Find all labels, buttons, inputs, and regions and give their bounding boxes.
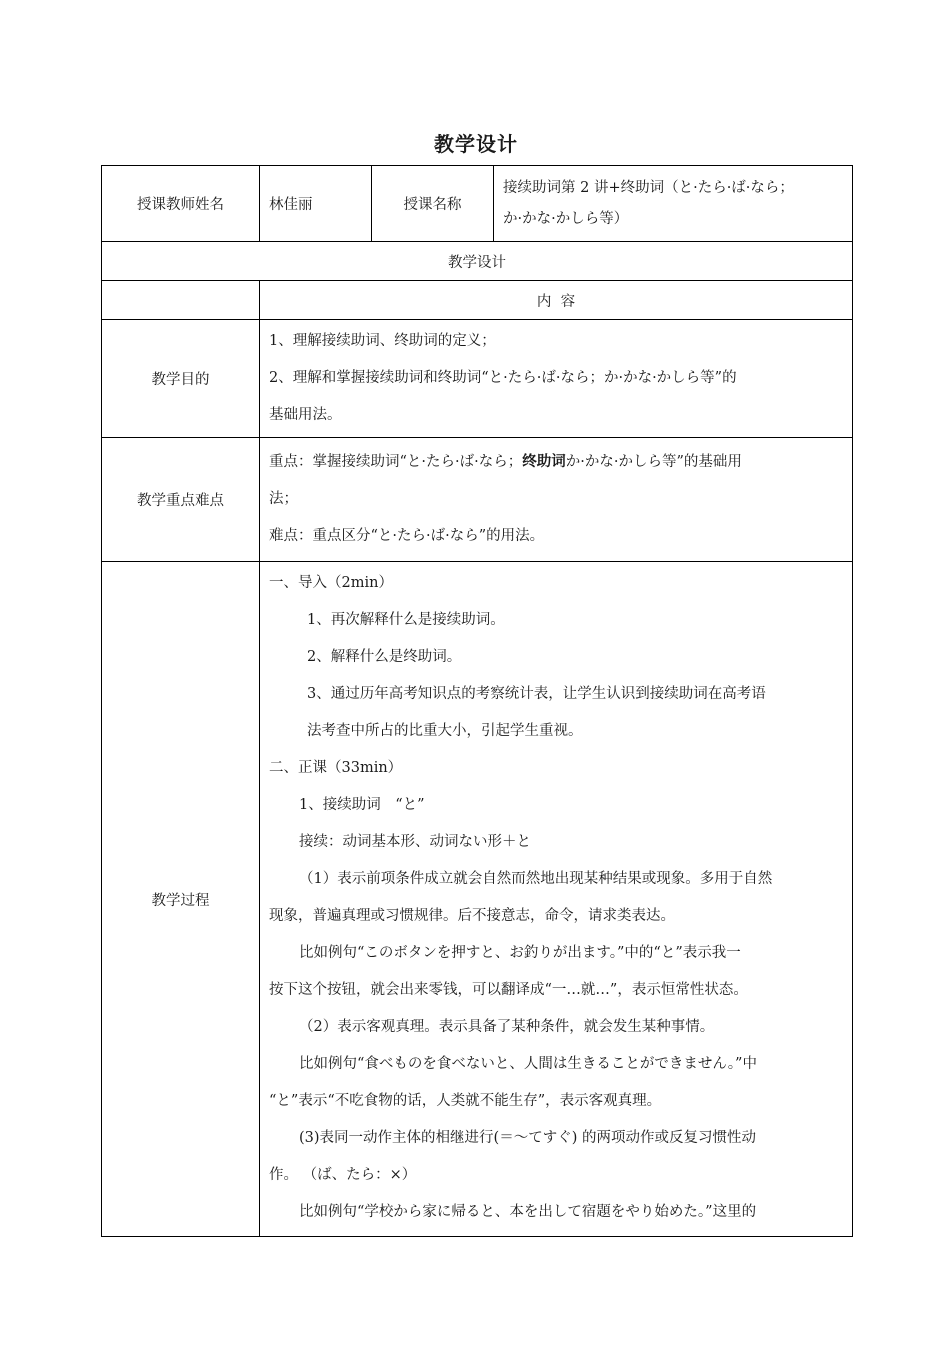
paragraph-3: （2）表示客观真理。表示具备了某种条件，就会发生某种事情。 [299, 1019, 715, 1035]
paragraph-4a: 比如例句“食べものを食べないと、人間は生きることができません。”中 [299, 1056, 757, 1072]
main-heading: 二、正课（33min） [269, 760, 403, 776]
key-point-line-1-a: 重点：掌握接续助词“と·たら·ば·なら； [269, 454, 523, 470]
key-point-line-1 [269, 444, 843, 481]
key-points-row [102, 438, 853, 562]
key-point-line-2: 法； [269, 491, 298, 507]
main-item-1: 1、接续助词 “と” [299, 797, 425, 813]
intro-heading: 一、导入（2min） [269, 575, 393, 591]
section-title: 教学设计 [102, 242, 853, 281]
paragraph-2b: 按下这个按钮，就会出来零钱，可以翻译成“一…就…”，表示恒常性状态。 [269, 982, 748, 998]
paragraph-5b: 作。 （ば、たら：×） [269, 1167, 417, 1183]
objective-line-1: 1、理解接续助词、终助词的定义； [269, 333, 496, 349]
paragraph-6: 比如例句“学校から家に帰ると、本を出して宿題をやり始めた。”这里的 [299, 1204, 757, 1220]
objectives-label: 教学目的 [102, 320, 260, 438]
process-content [260, 562, 853, 1237]
course-name [494, 166, 853, 242]
intro-item-3b: 法考查中所占的比重大小，引起学生重视。 [307, 723, 583, 739]
process-label: 教学过程 [102, 562, 260, 1237]
intro-item-2: 2、解释什么是终助词。 [307, 649, 462, 665]
objectives-row [102, 320, 853, 438]
empty-label-cell [102, 281, 260, 320]
paragraph-1b: 现象，普遍真理或习惯规律。后不接意志，命令，请求类表达。 [269, 908, 675, 924]
intro-item-1: 1、再次解释什么是接续助词。 [307, 612, 505, 628]
course-label: 授课名称 [372, 166, 494, 242]
section-title-row [102, 242, 853, 281]
course-name-line-2: か·かな·かしら等） [503, 210, 629, 227]
key-point-line-3: 难点：重点区分“と·たら·ば·なら”的用法。 [269, 528, 545, 544]
objective-line-3: 基础用法。 [269, 407, 342, 423]
course-name-line-1: 接续助词第 2 讲+终助词（と·たら·ば·なら； [503, 179, 794, 196]
process-row [102, 562, 853, 1237]
main-connect: 接续：动词基本形、动词ない形＋と [299, 834, 531, 850]
header-row [102, 166, 853, 242]
lesson-plan-table [101, 165, 853, 1237]
key-point-bold-term: 终助词 [522, 454, 566, 470]
key-point-line-1-b: か·かな·かしら等”的基础用 [565, 454, 742, 470]
paragraph-5a: (3)表同一动作主体的相继进行(＝～てすぐ) 的两项动作或反复习惯性动 [299, 1130, 756, 1146]
content-header-row [102, 281, 853, 320]
intro-item-3a: 3、通过历年高考知识点的考察统计表，让学生认识到接续助词在高考语 [307, 686, 766, 702]
key-points-content [260, 438, 853, 562]
objectives-content [260, 320, 853, 438]
paragraph-4b: “と”表示“不吃食物的话，人类就不能生存”，表示客观真理。 [269, 1093, 662, 1109]
document-title: 教学设计 [434, 132, 518, 156]
teacher-name: 林佳丽 [260, 166, 372, 242]
paragraph-2a: 比如例句“このボタンを押すと、お釣りが出ます。”中的“と”表示我一 [299, 945, 741, 961]
objective-line-2: 2、理解和掌握接续助词和终助词“と·たら·ば·なら；か·かな·かしら等”的 [269, 370, 737, 386]
paragraph-1a: （1）表示前项条件成立就会自然而然地出现某种结果或现象。多用于自然 [299, 871, 773, 887]
key-points-label: 教学重点难点 [102, 438, 260, 562]
content-header: 内 容 [260, 281, 853, 320]
teacher-label: 授课教师姓名 [102, 166, 260, 242]
